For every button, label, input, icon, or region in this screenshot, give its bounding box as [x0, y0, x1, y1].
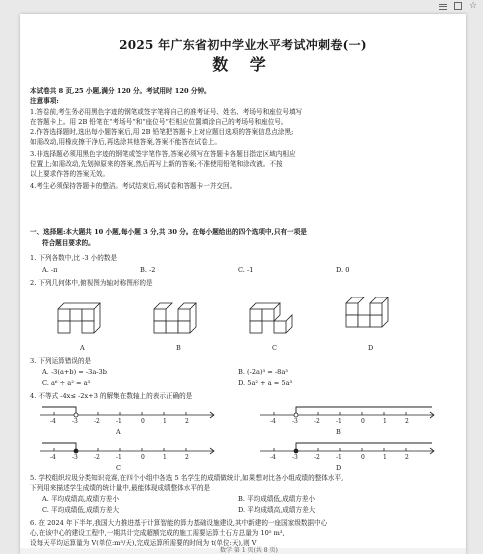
tick-label: 0	[361, 454, 365, 461]
notice-line: 位置上;如需改动,先划掉原来的答案,然后再写上新的答案;不准使用铅笔和涂改液。不按	[30, 160, 283, 168]
q4-label-a: A	[116, 428, 121, 436]
tick-label: -4	[270, 418, 276, 425]
solid-d	[346, 297, 388, 327]
q4-stem: 4. 不等式 -4x≤ -2x+3 的解集在数轴上的表示正确的是	[30, 392, 193, 400]
notice-line: 以上要求作答的答案无效。	[30, 170, 110, 178]
q2-label-d: D	[368, 344, 374, 352]
closed-circle-c	[74, 449, 78, 453]
viewer-toolbar	[439, 2, 477, 10]
q3-stem: 3. 下列运算错误的是	[30, 357, 92, 365]
q3-option-a: A. -3(a+b) = -3a-3b	[42, 368, 107, 376]
tick-label: 2	[185, 418, 189, 425]
notice-line: 在答题卡上。用 2B 铅笔在“考场号”和“座位号”栏相应位置填涂自己的考场号和座位号。	[30, 118, 288, 126]
q3-option-d: D. 5a² + a = 5a³	[238, 379, 293, 387]
tick-label: 1	[383, 418, 387, 425]
q6-stem-cont: 心,在该中心的建设工程中,一期共计完成超额完成的施工需要运算土石方总量为 10⁵ m³,	[30, 529, 285, 537]
section-heading: 一、选择题:本大题共 10 小题,每小题 3 分,共 30 分。在每小题给出的四个选项中,只有一项是	[30, 228, 307, 236]
notice-line: 2.作答选择题时,选出每小题答案后,用 2B 铅笔把答题卡上对应题目选项的答案信息点涂黑;	[30, 128, 294, 136]
q1-option-d: D. 0	[336, 266, 350, 274]
q1-stem: 1. 下列各数中,比 -3 小的数是	[30, 254, 118, 262]
tick-label: 1	[163, 454, 167, 461]
tick-label: 0	[361, 418, 365, 425]
solid-b	[154, 303, 196, 333]
tick-label: -1	[116, 454, 122, 461]
closed-circle-d	[294, 449, 298, 453]
notice-heading: 注意事项:	[30, 97, 59, 105]
q6-stem-cont: 设每天平均运算量为 V(单位:m³/天),完成运算所需要的时间为 t(单位:天),则 V	[30, 539, 257, 547]
tick-label: 1	[163, 418, 167, 425]
exam-title: 2025 年广东省初中学业水平考试冲刺卷(一)	[119, 38, 367, 52]
q5-stem: 5. 学校组织垃圾分类知识竞赛,在四个小组中各选 5 名学生的成绩做统计,如果想对比各小组成绩的整体水平,	[30, 474, 344, 482]
q5-option-c: C. 平均成绩低,成绩方差大	[42, 506, 120, 514]
tick-label: -2	[94, 418, 100, 425]
notice-line: 3.非选择题必须用黑色字迹的钢笔或签字笔作答,答案必须写在答题卡各题目指定区域内相应	[30, 150, 296, 158]
subject-title: 数 学	[212, 55, 274, 74]
solid-a	[58, 303, 100, 333]
q4-number-lines	[34, 403, 454, 473]
fit-page-icon[interactable]	[454, 2, 462, 10]
tick-label: 2	[405, 418, 409, 425]
tick-label: 0	[141, 418, 145, 425]
bookmark-star-icon[interactable]: ☆	[469, 1, 478, 11]
q3-option-c: C. a⁶ ÷ a² = a³	[42, 379, 91, 387]
q3-option-b: B. (-2a)³ = -8a³	[238, 368, 288, 376]
q4-label-b: B	[336, 428, 341, 436]
q1-option-a: A. -π	[42, 266, 58, 274]
q5-option-a: A. 平均成绩高,成绩方差小	[42, 495, 119, 503]
tick-label: -4	[270, 454, 276, 461]
menu-icon[interactable]	[439, 4, 447, 10]
intro-line: 本试卷共 8 页,25 小题,满分 120 分。考试用时 120 分钟。	[30, 87, 211, 95]
open-circle-a	[74, 413, 78, 417]
notice-line: 如需改动,用橡皮擦干净后,再选涂其他答案,答案不能答在试卷上。	[30, 138, 221, 146]
document-page	[20, 14, 466, 554]
q2-label-c: C	[272, 344, 277, 352]
section-heading-cont: 符合题目要求的。	[42, 239, 95, 247]
tick-label: -4	[50, 454, 56, 461]
q4-label-d: D	[336, 464, 342, 472]
open-circle-b	[294, 413, 298, 417]
tick-label: 2	[185, 454, 189, 461]
tick-label: -1	[336, 418, 342, 425]
q2-stem: 2. 下列几何体中,俯视图为轴对称图形的是	[30, 279, 153, 287]
notice-line: 1.答卷前,考生务必用黑色字迹的钢笔或签字笔将自己的准考证号、姓名、考场号和座位号填写	[30, 108, 303, 116]
tick-label: -3	[292, 418, 298, 425]
tick-label: -1	[336, 454, 342, 461]
tick-label: 2	[405, 454, 409, 461]
tick-label: -2	[94, 454, 100, 461]
page-footer: 数学 第 1 页(共 8 页)	[220, 547, 278, 554]
notice-line: 4.考生必须保持答题卡的整洁。考试结束后,将试卷和答题卡一并交回。	[30, 182, 237, 190]
tick-label: -3	[292, 454, 298, 461]
tick-label: 1	[383, 454, 387, 461]
tick-label: -3	[72, 454, 78, 461]
q2-label-b: B	[176, 344, 181, 352]
tick-label: -2	[314, 454, 320, 461]
q4-label-c: C	[116, 464, 121, 472]
q5-option-b: B. 平均成绩低,成绩方差小	[238, 495, 316, 503]
q5-option-d: D. 平均成绩高,成绩方差大	[238, 506, 316, 514]
q1-option-b: B. -2	[140, 266, 156, 274]
tick-label: -2	[314, 418, 320, 425]
q6-stem: 6. 在 2024 年下半年,我国大力推进基于计算智能的算力基础设施建设,其中新建的一座国家级数据中心	[30, 519, 328, 527]
tick-label: 0	[141, 454, 145, 461]
tick-label: -4	[50, 418, 56, 425]
tick-label: -3	[72, 418, 78, 425]
solid-c	[250, 303, 292, 333]
q2-label-a: A	[80, 344, 85, 352]
q1-option-c: C. -1	[238, 266, 254, 274]
q5-stem-cont: 下列用来描述学生成绩的统计量中,最能体现成绩整体水平的是	[30, 484, 211, 492]
q2-solids-figure	[50, 297, 430, 347]
tick-label: -1	[116, 418, 122, 425]
